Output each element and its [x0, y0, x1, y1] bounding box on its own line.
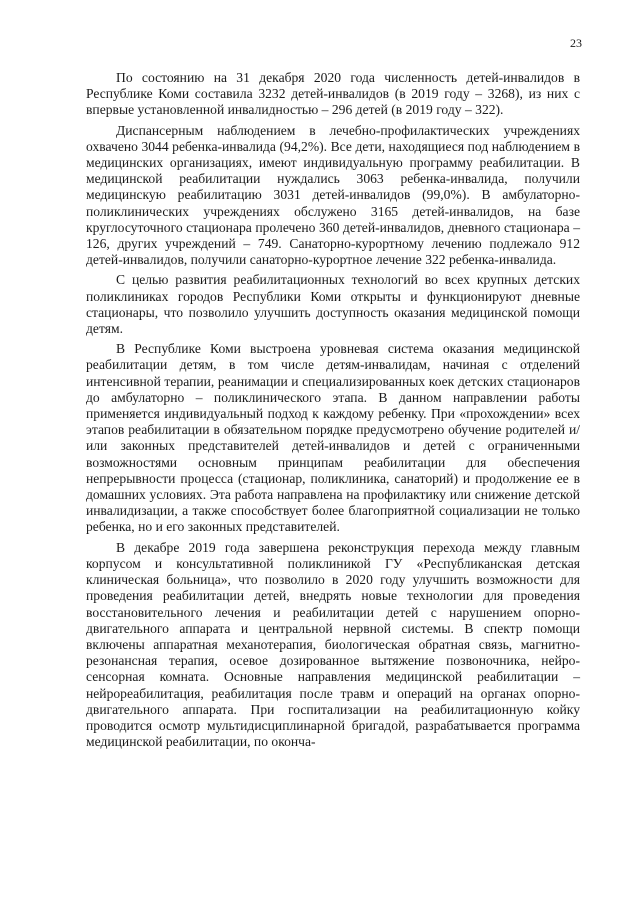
page-number: 23	[570, 36, 582, 50]
paragraph-day-hospitals: С целью развития реабилитационных технологий во всех крупных детских поликлиниках городов Республики Коми открыты и функционируют дневные стационары, что позволило улучшить доступность оказания медицинской помощи детям.	[86, 272, 580, 337]
paragraph-disabled-children-count: По состоянию на 31 декабря 2020 года численность детей-инвалидов в Республике Коми составила 3232 детей-инвалидов (в 2019 году – 3268), из них с впервые установленной инвалидностью – 296 детей (в 2019 году – 322).	[86, 70, 580, 118]
document-body	[86, 70, 580, 754]
paragraph-rehabilitation-system: В Республике Коми выстроена уровневая система оказания медицинской реабилитации детям, в том числе детям-инвалидам, начиная с отделений интенсивной терапии, реанимации и специализированных коек детских стационаров до амбулаторно – поликлинического этапа. В данном направлении работы применяется индивидуальный подход к каждому ребенку. При «прохождении» всех этапов реабилитации в обязательном порядке предусмотрено обучение родителей и/или законных представителей детей-инвалидов и детей с ограниченными возможностями основным принципам реабилитации для обеспечения непрерывности процесса (стационар, поликлиника, санаторий) и продолжение ее в домашних условиях. Эта работа направлена на профилактику или снижение детской инвалидизации, а также способствует более благоприятной социализации не только ребенка, но и его законных представителей.	[86, 341, 580, 535]
paragraph-dispensary-observation: Диспансерным наблюдением в лечебно-профилактических учреждениях охвачено 3044 ребенка-инвалида (94,2%). Все дети, находящиеся под наблюдением в медицинских организациях, имеют индивидуальную программу реабилитации. В медицинской реабилитации нуждались 3063 ребенка-инвалида, получили медицинскую реабилитацию 3031 детей-инвалидов (99,0%). В амбулаторно-поликлинических учреждениях обслужено 3165 детей-инвалидов, на базе круглосуточного стационара пролечено 360 детей-инвалидов, дневного стационара – 126, других учреждений – 749. Санаторно-курортному лечению подлежало 912 детей-инвалидов, получили санаторно-курортное лечение 322 ребенка-инвалида.	[86, 122, 580, 268]
paragraph-reconstruction: В декабре 2019 года завершена реконструкция перехода между главным корпусом и консультативной поликлиникой ГУ «Республиканская детская клиническая больница», что позволило в 2020 году улучшить возможности для проведения реабилитации детей, внедрять новые технологии для проведения восстановительного лечения и реабилитации детей с нарушением опорно-двигательного аппарата и центральной нервной системы. В спектр помощи включены аппаратная механотерапия, биологическая обратная связь, магнитно-резонансная терапия, осевое дозированное вытяжение позвоночника, нейро-сенсорная комната. Основные направления медицинской реабилитации – нейрореабилитация, реабилитация после травм и операций на органах опорно-двигательного аппарата. При госпитализации на реабилитационную койку проводится осмотр мультидисциплинарной бригадой, разрабатывается программа медицинской реабилитации, по оконча-	[86, 539, 580, 750]
